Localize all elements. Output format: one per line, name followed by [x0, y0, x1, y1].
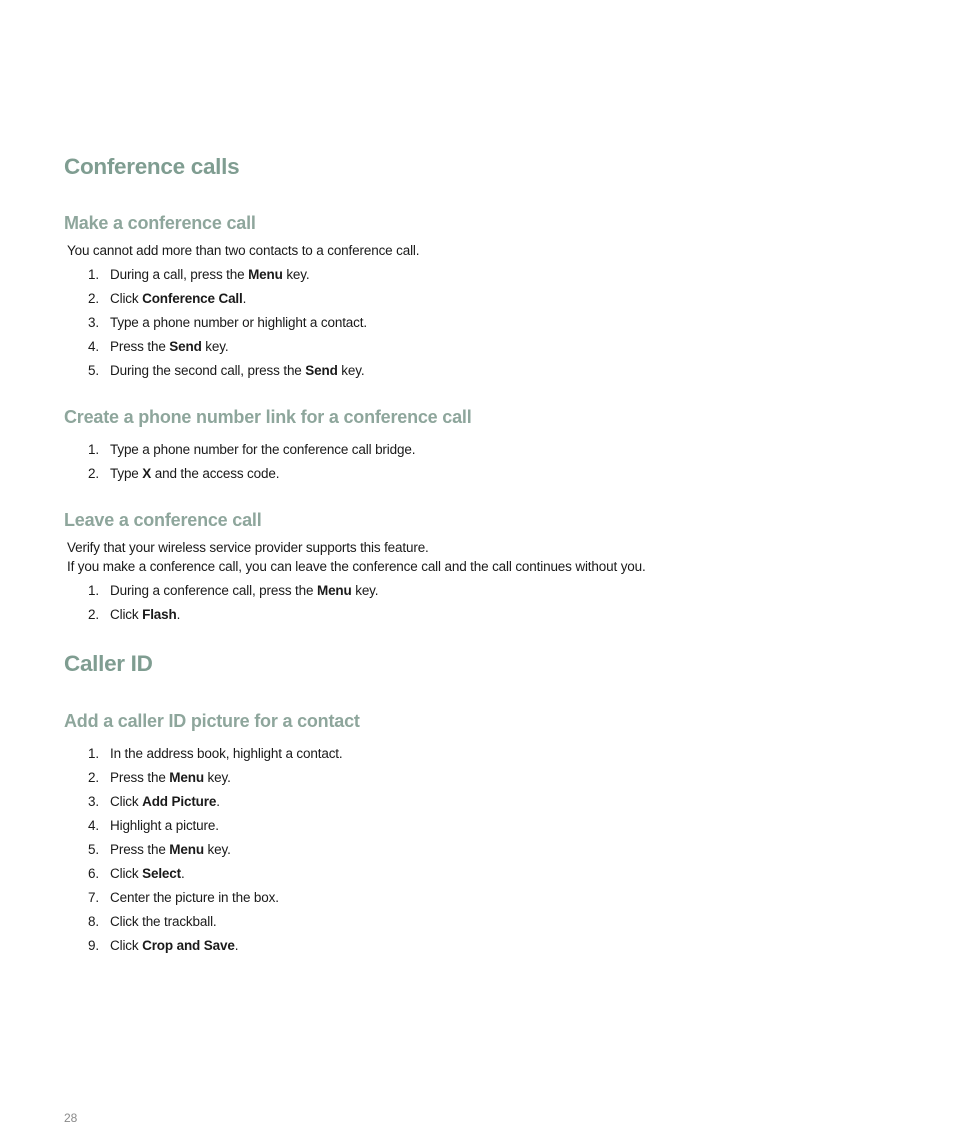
step-number: 4. — [88, 818, 99, 833]
step-number: 7. — [88, 890, 99, 905]
step-text: Highlight a picture. — [110, 818, 219, 833]
subsection-title-add-caller-id-picture: Add a caller ID picture for a contact — [64, 711, 360, 731]
step-text: Click Add Picture. — [110, 794, 220, 809]
section-title-conference-calls: Conference calls — [64, 154, 240, 179]
step-number: 3. — [88, 794, 99, 809]
subsection-title-leave-conference-call: Leave a conference call — [64, 510, 262, 530]
paragraph: Verify that your wireless service provider supports this feature. — [67, 540, 429, 555]
step-text: Type a phone number for the conference call bridge. — [110, 442, 416, 457]
step-number: 6. — [88, 866, 99, 881]
step-text: In the address book, highlight a contact. — [110, 746, 343, 761]
step-text: Type a phone number or highlight a contact. — [110, 315, 367, 330]
step-text: Press the Menu key. — [110, 842, 231, 857]
step-text: During a conference call, press the Menu key. — [110, 583, 379, 598]
step-number: 4. — [88, 339, 99, 354]
step-number: 1. — [88, 583, 99, 598]
step-number: 5. — [88, 363, 99, 378]
step-text: Click Select. — [110, 866, 185, 881]
subsection-title-create-phone-number-link: Create a phone number link for a conference call — [64, 407, 472, 427]
step-number: 5. — [88, 842, 99, 857]
step-number: 2. — [88, 770, 99, 785]
step-text: Click Crop and Save. — [110, 938, 239, 953]
step-text: Center the picture in the box. — [110, 890, 279, 905]
paragraph: If you make a conference call, you can leave the conference call and the call continues without you. — [67, 559, 646, 574]
step-number: 8. — [88, 914, 99, 929]
step-number: 1. — [88, 267, 99, 282]
page-number: 28 — [64, 1111, 78, 1125]
step-text: Click Flash. — [110, 607, 181, 622]
step-number: 1. — [88, 442, 99, 457]
section-title-caller-id: Caller ID — [64, 651, 153, 676]
step-number: 1. — [88, 746, 99, 761]
subsection-title-make-conference-call: Make a conference call — [64, 213, 256, 233]
step-text: Type X and the access code. — [110, 466, 280, 481]
step-number: 9. — [88, 938, 99, 953]
paragraph: You cannot add more than two contacts to a conference call. — [67, 243, 420, 258]
step-number: 3. — [88, 315, 99, 330]
step-text: During the second call, press the Send key. — [110, 363, 365, 378]
step-text: Press the Menu key. — [110, 770, 231, 785]
step-text: During a call, press the Menu key. — [110, 267, 310, 282]
step-number: 2. — [88, 291, 99, 306]
step-number: 2. — [88, 466, 99, 481]
step-text: Click Conference Call. — [110, 291, 247, 306]
step-text: Click the trackball. — [110, 914, 217, 929]
step-text: Press the Send key. — [110, 339, 229, 354]
step-number: 2. — [88, 607, 99, 622]
